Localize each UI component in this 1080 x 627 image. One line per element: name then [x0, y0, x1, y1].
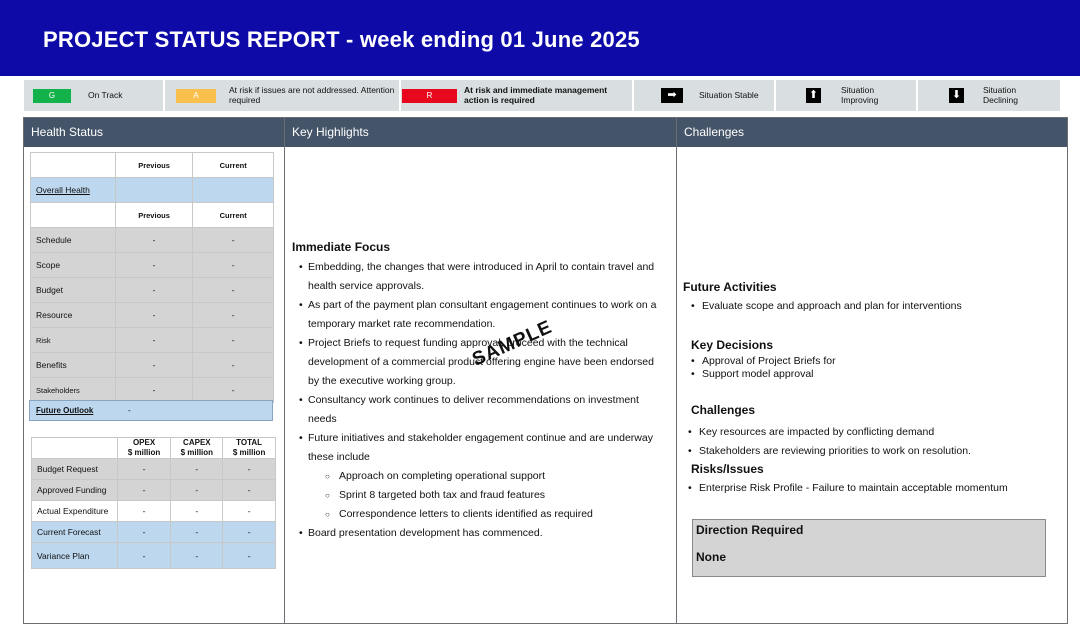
list-item: development of a commercial product offering engine have been endorsed: [308, 356, 654, 368]
list-item: • Project Briefs to request funding approval, proceed with the technical: [293, 334, 673, 353]
legend-stable: [634, 80, 776, 111]
list-item: • Stakeholders are reviewing priorities to work on resolution.: [685, 442, 1055, 461]
finance-table: [31, 437, 276, 569]
table-row: Budget Request - - -: [32, 459, 276, 480]
challenges-section-title: Challenges: [691, 403, 756, 417]
col-current: Current: [193, 153, 274, 178]
table-row: Resource - -: [31, 303, 274, 328]
table-row: Schedule - -: [31, 228, 274, 253]
risks-issues-list: [685, 482, 1055, 495]
key-decisions-list: [688, 355, 1058, 381]
table-row: Benefits - -: [31, 353, 274, 378]
key-decisions-title: Key Decisions: [691, 338, 774, 352]
direction-required-box: [692, 519, 1046, 577]
table-row: Risk - -: [31, 328, 274, 353]
list-item: ○ Correspondence letters to clients identified as required: [293, 505, 673, 524]
legend-declining: [918, 80, 1060, 111]
list-item: • Board presentation development has commenced.: [293, 524, 673, 543]
highlights-list: [293, 258, 673, 543]
col-total: TOTAL $ million: [223, 438, 276, 459]
sample-watermark: SAMPLE: [469, 316, 556, 371]
future-activities-title: Future Activities: [683, 280, 777, 294]
overall-health-previous: [115, 178, 193, 203]
right-arrow-icon: ➡: [661, 88, 683, 103]
table-row: Budget - -: [31, 278, 274, 303]
table-row: Actual Expenditure - - -: [32, 501, 276, 522]
legend-amber: [165, 80, 401, 111]
future-outlook-row: [29, 400, 273, 421]
legend-declining-label: Situation Declining: [983, 85, 1018, 105]
key-highlights-title: Key Highlights: [285, 118, 676, 147]
legend-improving: [776, 80, 918, 111]
legend-red-label: At risk and immediate management action is required: [464, 85, 608, 105]
col-previous-2: Previous: [115, 203, 193, 228]
status-legend: [24, 80, 1060, 111]
list-item: temporary market rate recommendation.: [308, 318, 496, 330]
red-swatch: R: [402, 89, 457, 103]
legend-improving-label: Situation Improving: [841, 85, 879, 105]
amber-swatch: A: [176, 89, 216, 103]
list-item: ○ Sprint 8 targeted both tax and fraud features: [293, 486, 673, 505]
challenges-panel-title: Challenges: [677, 118, 1067, 147]
immediate-focus-title: Immediate Focus: [292, 240, 391, 254]
health-table: [30, 152, 274, 403]
legend-stable-label: Situation Stable: [699, 90, 759, 100]
col-previous: Previous: [115, 153, 193, 178]
direction-required-value: None: [696, 550, 726, 564]
table-row: Variance Plan - - -: [32, 543, 276, 569]
list-item: • Future initiatives and stakeholder engagement continue and are underway: [293, 429, 673, 448]
table-row: Current Forecast - - -: [32, 522, 276, 543]
up-arrow-icon: ⬆: [806, 88, 821, 103]
list-item: • Embedding, the changes that were introduced in April to contain travel and: [293, 258, 673, 277]
table-row: Scope - -: [31, 253, 274, 278]
key-highlights-panel: [284, 117, 677, 624]
future-outlook-value: -: [128, 406, 131, 415]
future-outlook-label: Future Outlook: [36, 406, 94, 415]
col-current-2: Current: [193, 203, 274, 228]
table-row: Stakeholders - -: [31, 378, 274, 403]
list-item: • Consultancy work continues to deliver recommendations on investment: [293, 391, 673, 410]
down-arrow-icon: ⬇: [949, 88, 964, 103]
risks-issues-title: Risks/Issues: [691, 462, 764, 476]
col-capex: CAPEX $ million: [171, 438, 223, 459]
list-item: • Evaluate scope and approach and plan for interventions: [688, 300, 1058, 313]
health-status-panel: [23, 117, 285, 624]
overall-health-current: [193, 178, 274, 203]
overall-health-label: Overall Health: [31, 178, 116, 203]
list-item: • Key resources are impacted by conflicting demand: [685, 423, 1055, 442]
list-item: health service approvals.: [308, 280, 425, 292]
green-swatch: G: [33, 89, 71, 103]
list-item: • Enterprise Risk Profile - Failure to maintain acceptable momentum: [685, 482, 1055, 495]
col-opex: OPEX $ million: [117, 438, 171, 459]
table-row: Approved Funding - - -: [32, 480, 276, 501]
direction-required-title: Direction Required: [696, 523, 804, 537]
list-item: ○ Approach on completing operational support: [293, 467, 673, 486]
list-item: • Approval of Project Briefs for: [688, 355, 1058, 368]
list-item: needs: [308, 413, 337, 425]
report-header: [0, 0, 1080, 76]
health-status-title: Health Status: [24, 118, 284, 147]
future-activities-list: [688, 300, 1058, 313]
legend-green-label: On Track: [88, 90, 123, 100]
legend-green: [24, 80, 165, 111]
list-item: by the executive working group.: [308, 375, 456, 387]
report-title: PROJECT STATUS REPORT - week ending 01 June 2025: [43, 27, 640, 52]
legend-red: [401, 80, 634, 111]
list-item: these include: [308, 451, 370, 463]
challenges-list: [685, 423, 1055, 461]
list-item: • Support model approval: [688, 368, 1058, 381]
list-item: • As part of the payment plan consultant engagement continues to work on a: [293, 296, 673, 315]
legend-amber-label: At risk if issues are not addressed. Attention required: [229, 85, 395, 105]
